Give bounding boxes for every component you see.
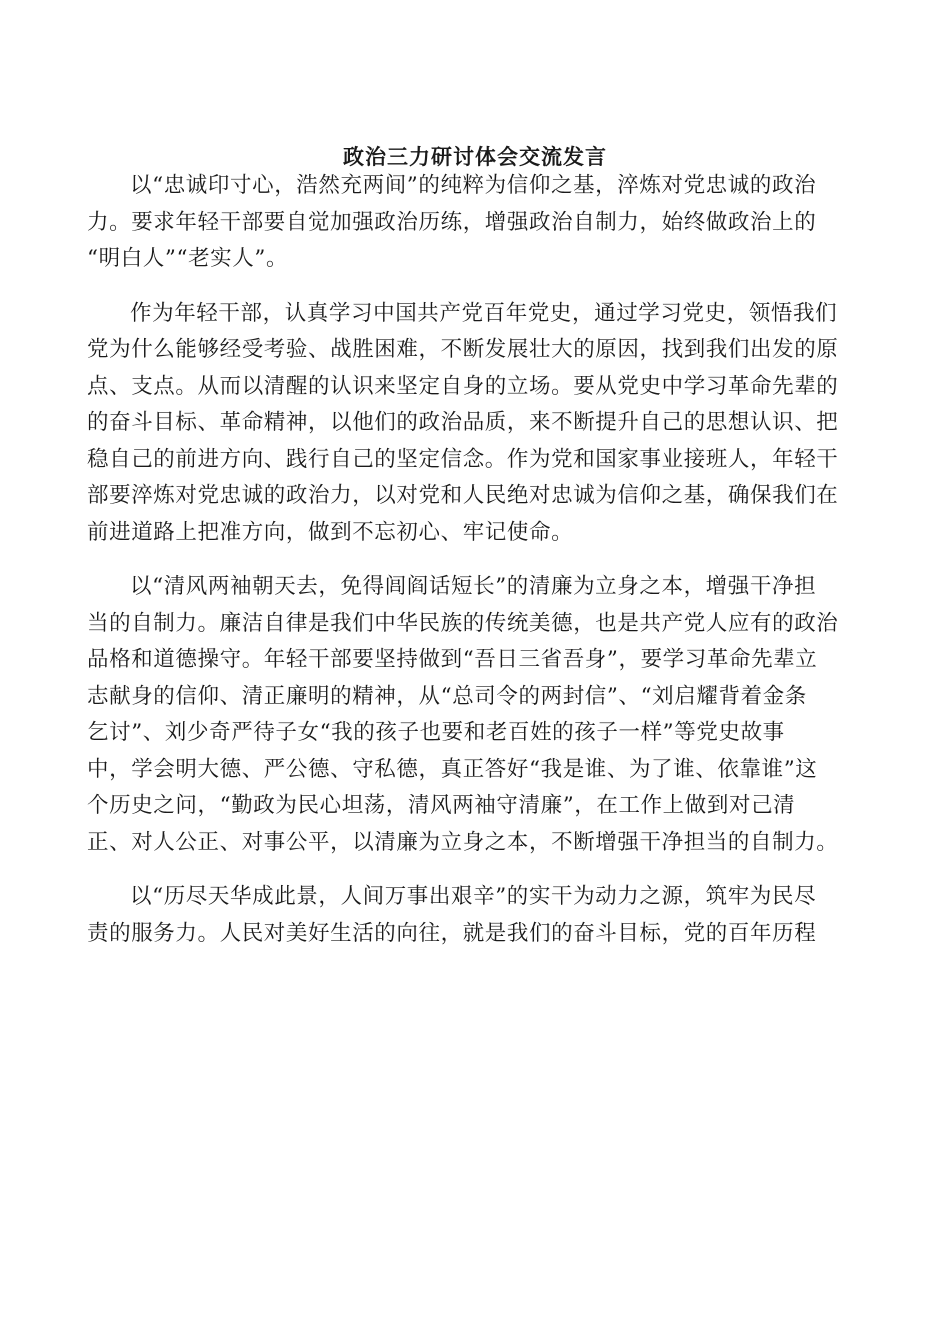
text-line: 作为年轻干部，认真学习中国共产党百年党史，通过学习党史，领悟我们 <box>130 300 838 326</box>
text-line: 部要淬炼对党忠诚的政治力，以对党和人民绝对忠诚为信仰之基，确保我们在 <box>87 483 839 508</box>
text-line: 志献身的信仰、清正廉明的精神，从“总司令的两封信”、“刘启耀背着金条 <box>87 683 807 709</box>
text-line: 以“历尽天华成此景，人间万事出艰辛”的实干为动力之源，筑牢为民尽 <box>130 884 817 909</box>
text-line: 中，学会明大德、严公德、守私德，真正答好“我是谁、为了谁、依靠谁”这 <box>87 756 818 782</box>
text-line: 稳自己的前进方向、践行自己的坚定信念。作为党和国家事业接班人，年轻干 <box>87 446 839 472</box>
text-line: 品格和道德操守。年轻干部要坚持做到“吾日三省吾身”，要学习革命先辈立 <box>87 647 818 672</box>
text-line: 责的服务力。人民对美好生活的向往，就是我们的奋斗目标，党的百年历程 <box>87 920 817 946</box>
text-line: 以“清风两袖朝天去，免得闾阎话短长”的清廉为立身之本，增强干净担 <box>130 574 817 599</box>
paragraph-1 <box>87 168 847 278</box>
document-body <box>87 168 847 970</box>
text-line: 以“忠诚印寸心，浩然充两间”的纯粹为信仰之基，淬炼对党忠诚的政治 <box>130 173 817 198</box>
paragraph-3 <box>87 569 847 861</box>
text-line: 的奋斗目标、革命精神，以他们的政治品质，来不断提升自己的思想认识、把 <box>87 410 839 435</box>
text-line: 正、对人公正、对事公平，以清廉为立身之本，不断增强干净担当的自制力。 <box>87 829 839 855</box>
text-line: 当的自制力。廉洁自律是我们中华民族的传统美德，也是共产党人应有的政治 <box>87 610 839 636</box>
text-line: 前进道路上把准方向，做到不忘初心、牢记使命。 <box>87 519 574 545</box>
text-line: 乞讨”、刘少奇严待子女“我的孩子也要和老百姓的孩子一样”等党史故事 <box>87 720 785 745</box>
paragraph-2 <box>87 296 847 552</box>
text-line: 点、支点。从而以清醒的认识来坚定自身的立场。要从党史中学习革命先辈的 <box>87 373 839 399</box>
document-title: 政治三力研讨体会交流发言 <box>343 144 607 169</box>
paragraph-4 <box>87 879 847 952</box>
text-line: 力。要求年轻干部要自觉加强政治历练，增强政治自制力，始终做政治上的 <box>87 209 817 235</box>
text-line: 个历史之问，“勤政为民心坦荡，清风两袖守清廉”，在工作上做到对己清 <box>87 793 796 818</box>
text-line: “明白人”“老实人”。 <box>87 246 289 271</box>
text-line: 党为什么能够经受考验、战胜困难，不断发展壮大的原因，找到我们出发的原 <box>87 337 839 362</box>
